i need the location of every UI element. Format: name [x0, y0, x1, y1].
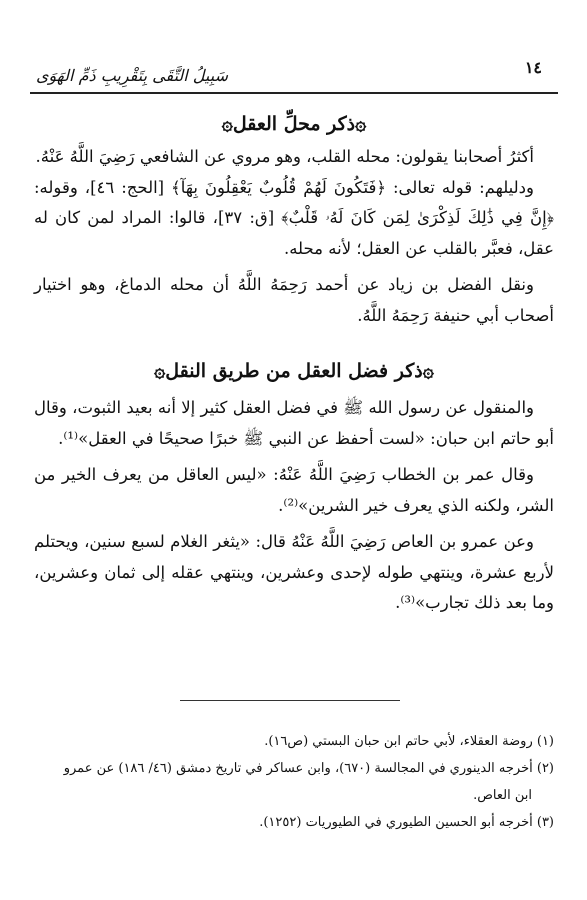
- header-rule: [30, 92, 558, 94]
- footnote: (٣) أخرجه أبو الحسين الطيوري في الطيوريات (١٢٥٢).: [259, 815, 554, 830]
- footnote-separator: [180, 700, 400, 701]
- page-number: ١٤: [524, 58, 542, 77]
- footnotes: [34, 728, 554, 836]
- paragraph: والمنقول عن رسول الله ﷺ في فضل العقل كثير إلا أنه بعيد الثبوت، وقال أبو حاتم ابن حبان: «لست أحفظ عن النبي ﷺ خبرًا صحيحًا في العقل»⁽¹⁾.: [34, 398, 554, 448]
- running-book-title: سَبِيلُ التَّقَى بِتَقْرِيبِ ذَمِّ الهَوَى: [36, 66, 228, 85]
- heading-ornament-left: ۞: [221, 113, 233, 135]
- heading-ornament-left: ۞: [154, 360, 166, 382]
- page-body: [34, 108, 554, 619]
- section-heading-place-of-intellect: ۞ذكر محلِّ العقل۞: [221, 113, 367, 135]
- page-header: [30, 58, 558, 102]
- paragraph: ونقل الفضل بن زياد عن أحمد رَحِمَهُ اللَّهُ أن محله الدماغ، وهو اختيار أصحاب أبي حنيفة رَحِمَهُ اللَّهُ.: [34, 275, 554, 325]
- footnote-continuation: ابن العاص.: [473, 788, 532, 803]
- section-heading-virtue-of-intellect: ۞ذكر فضل العقل من طريق النقل۞: [154, 360, 434, 382]
- footnote: (١) روضة العقلاء، لأبي حاتم ابن حبان البستي (ص١٦).: [264, 734, 554, 749]
- heading-ornament-right: ۞: [355, 113, 367, 135]
- paragraph: ودليلهم: قوله تعالى: ﴿فَتَكُونَ لَهُمْ قُلُوبٌ يَعْقِلُونَ بِهَآ﴾ [الحج: ٤٦]، وقوله: ﴿إِنَّ فِي ذَٰلِكَ لَذِكْرَىٰ لِمَن كَانَ لَهُۥ قَلْبٌ﴾ [ق: ٣٧]، قالوا: المراد لمن كان له عقل، فعبَّر بالقلب عن العقل؛ لأنه محله.: [34, 177, 554, 258]
- heading-ornament-right: ۞: [422, 360, 434, 382]
- paragraph: أكثرُ أصحابنا يقولون: محله القلب، وهو مروي عن الشافعي رَضِيَ اللَّهُ عَنْهُ.: [35, 147, 534, 166]
- footnote: (٢) أخرجه الدينوري في المجالسة (٦٧٠)، وابن عساكر في تاريخ دمشق (٤٦/ ١٨٦) عن عمرو: [63, 761, 554, 776]
- paragraph: وقال عمر بن الخطاب رَضِيَ اللَّهُ عَنْهُ: «ليس العاقل من يعرف الخير من الشر، ولكنه الذي يعرف خير الشرين»⁽²⁾.: [34, 465, 554, 515]
- paragraph: وعن عمرو بن العاص رَضِيَ اللَّهُ عَنْهُ قال: «يثغر الغلام لسبع سنين، ويحتلم لأربع عشرة، وينتهي طوله لإحدى وعشرين، وينتهي عقله إلى ثمان وعشرين، وما بعد ذلك تجارب»⁽³⁾.: [34, 532, 554, 612]
